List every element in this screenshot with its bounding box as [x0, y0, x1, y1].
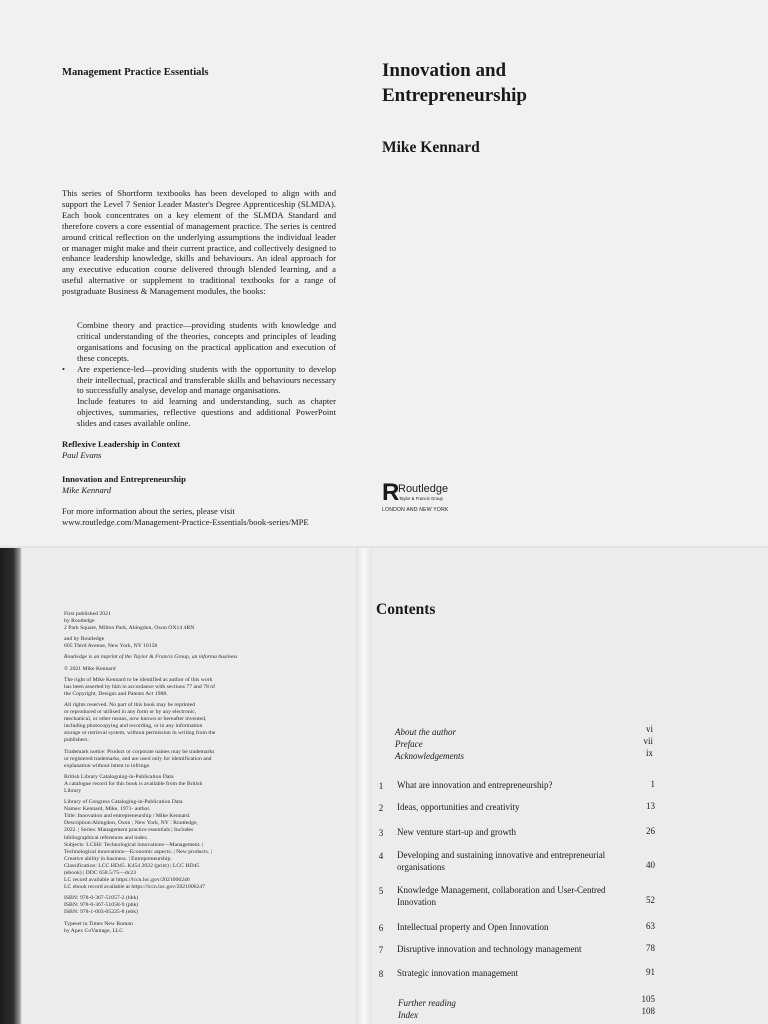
imprint-line: Description:Abingdon, Oxon ; New York, NY : Routledge, — [64, 820, 198, 827]
imprint-line: The right of Mike Kennard to be identified as author of this work — [64, 676, 213, 683]
imprint-line: All rights reserved. No part of this book may be reprinted — [64, 701, 195, 708]
imprint-line: First published 2021 — [64, 611, 111, 617]
contents-page-number: 63 — [646, 921, 655, 931]
contents-chapter-title[interactable]: Knowledge Management, collaboration and User-Centred Innovation — [397, 885, 606, 907]
imprint-paragraph — [64, 774, 286, 795]
imprint-line: British Library Cataloguing-in-Publication Data — [64, 773, 174, 780]
imprint-line: or reproduced or utilised in any form or by any electronic, — [64, 709, 197, 716]
imprint-line: Subjects: LCSH: Technological innovations—Management. | — [64, 841, 204, 848]
imprint-line: 2022. | Series: Management practice essentials | Includes — [64, 827, 194, 834]
imprint-paragraph — [64, 895, 286, 916]
book-title — [382, 58, 702, 108]
more-info: For more information about the series, please visit www.routledge.com/Management-Practice-Essentials/book-series/MPE — [62, 506, 309, 527]
imprint-line: by Routledge — [64, 618, 95, 625]
contents-page-number: 52 — [646, 895, 655, 905]
series-intro: This series of Shortform textbooks has been developed to align with and support the Level 7 Senior Leader Master's Degree Apprenticeship (SLMDA). Each book concentrates on a key element of the SLMDA Standard and therefore covers a core essential of management practice. The series is centred around critical reflection on the underlying assumptions the individual leader or manager might make and their current practice, and collectively designed to enhance leadership knowledge, skills and behaviours. An ideal approach for any executive education course delivered through blended learning, and a useful alternative or supplement to traditional textbooks for a range of postgraduate Business & Management modules, the books: — [62, 188, 336, 297]
contents-page-number: 40 — [646, 860, 655, 870]
imprint-line: Library — [64, 787, 82, 794]
contents-chapter-number: 1 — [378, 781, 384, 791]
imprint-line: LC ebook record available at https://lccn.loc.gov/2021006247 — [64, 884, 206, 891]
contents-front-title[interactable]: Acknowledgements — [395, 751, 464, 761]
imprint-paragraph — [64, 636, 286, 650]
contents-chapter-title[interactable]: Ideas, opportunities and creativity — [397, 802, 520, 812]
publisher-name: Routledge — [398, 483, 449, 495]
bullet-item — [62, 320, 336, 364]
contents-chapter-title[interactable]: Disruptive innovation and technology management — [397, 944, 582, 954]
book-gutter — [356, 548, 372, 1024]
contents-front-title[interactable]: Preface — [395, 739, 423, 749]
bullet-text: Are experience-led—providing students with the opportunity to develop their intellectual, practical and transferable skills and behaviours necessary to successfully analyse, develop and manage organisations. — [77, 363, 336, 396]
book-author: Mike Kennard — [382, 139, 480, 156]
contents-end-title[interactable]: Index — [398, 1010, 418, 1020]
imprint-line: 2 Park Square, Milton Park, Abingdon, Oxon OX14 4RN — [64, 625, 195, 632]
imprint-line: storage or retrieval system, without permission in writing from the — [64, 730, 216, 737]
imprint-paragraph — [64, 654, 286, 661]
imprint-line: bibliographical references and index. — [64, 834, 149, 841]
imprint-paragraph — [64, 749, 286, 770]
imprint-paragraph — [64, 702, 286, 745]
publisher-sub: Taylor & Francis Group — [399, 496, 443, 501]
contents-page-number: ix — [645, 748, 653, 758]
series-book-author: Mike Kennard — [62, 484, 112, 495]
contents-page-number: 26 — [646, 826, 655, 836]
imprint-paragraph — [64, 611, 286, 632]
contents-chapter-title[interactable]: Developing and sustaining innovative and entrepreneurial organisations — [397, 850, 606, 872]
bullet-item — [62, 396, 336, 429]
bullet-mark: • — [62, 363, 66, 374]
imprint-line: including photocopying and recording, or in any information — [64, 723, 203, 730]
imprint-line: Classification: LCC HD45 .K454 2022 (print) | LCC HD45 — [64, 862, 200, 869]
contents-chapter-title[interactable]: Strategic innovation management — [397, 968, 518, 978]
contents-chapter-title[interactable]: New venture start-up and growth — [397, 827, 516, 837]
series-name: Management Practice Essentials — [62, 67, 209, 78]
contents-page-number: 78 — [646, 943, 655, 953]
contents-chapter-number: 8 — [378, 969, 384, 979]
imprint-page — [64, 611, 286, 939]
contents-end-title[interactable]: Further reading — [398, 998, 456, 1008]
imprint-paragraph — [64, 666, 286, 673]
imprint-line: Typeset in Times New Roman — [64, 920, 133, 927]
publisher-place: LONDON AND NEW YORK — [382, 507, 449, 513]
imprint-line: © 2021 Mike Kennard — [64, 665, 116, 672]
series-bullets — [62, 320, 336, 429]
bullet-item — [62, 364, 336, 397]
book-title-line-1: Innovation and — [382, 60, 507, 81]
series-book-entry — [62, 439, 180, 460]
imprint-line: ISBN: 978-0-367-51057-2 (hbk) — [64, 895, 139, 902]
imprint-line: Technological innovations—Economic aspects. | New products. | — [64, 848, 212, 855]
imprint-line: Library of Congress Cataloging-in-Publication Data — [64, 799, 183, 806]
contents-page-number: 105 — [641, 994, 655, 1004]
bullet-text: Include features to aid learning and understanding, such as chapter objectives, summaries, reflective questions and additional PowerPoint slides and cases available online. — [77, 396, 336, 429]
imprint-paragraph — [64, 677, 286, 698]
bullet-text: Combine theory and practice—providing students with knowledge and critical understanding of the theories, concepts and principles of leading organisations and focusing on the practical application and execution of these concepts. — [77, 320, 336, 363]
contents-chapter-number: 7 — [378, 945, 384, 955]
series-book-author: Paul Evans — [62, 449, 102, 460]
imprint-line: Title: Innovation and entrepreneurship / Mike Kennard. — [64, 813, 191, 820]
contents-front-title[interactable]: About the author — [395, 727, 456, 737]
series-book-title: Innovation and Entrepreneurship — [62, 474, 186, 484]
imprint-line: (ebook) | DDC 658.5/75—dc23 — [64, 870, 136, 876]
contents-chapter-number: 4 — [378, 851, 384, 861]
series-book-entry — [62, 474, 186, 495]
contents-chapter-number: 2 — [378, 803, 384, 813]
book-spine-shadow — [0, 548, 22, 1024]
imprint-line: Creative ability in business. | Entrepreneurship. — [64, 855, 172, 862]
imprint-line: and by Routledge — [64, 636, 105, 643]
imprint-line: publishers. — [64, 737, 89, 744]
imprint-line: Routledge is an imprint of the Taylor & Francis Group, an informa business — [64, 654, 238, 661]
imprint-line: by Apex CoVantage, LLC — [64, 927, 124, 934]
contents-chapter-number: 6 — [378, 923, 384, 933]
imprint-line: has been asserted by him in accordance with sections 77 and 78 of — [64, 683, 215, 690]
imprint-line: or registered trademarks, and are used only for identification and — [64, 755, 212, 762]
imprint-line: LC record available at https://lccn.loc.gov/2021006246 — [64, 877, 190, 884]
imprint-paragraph — [64, 921, 286, 935]
contents-page-number: 1 — [650, 779, 655, 789]
contents-page-number: 13 — [646, 801, 655, 811]
contents-chapter-number: 3 — [378, 828, 384, 838]
imprint-line: Names: Kennard, Mike, 1971- author. — [64, 806, 151, 813]
imprint-line: ISBN: 978-1-003-05225-8 (ebk) — [64, 909, 138, 916]
contents-page-number: vii — [643, 736, 653, 746]
imprint-line: ISBN: 978-0-367-51058-9 (pbk) — [64, 902, 139, 909]
imprint-line: A catalogue record for this book is available from the British — [64, 780, 203, 787]
imprint-line: mechanical, or other means, now known or hereafter invented, — [64, 716, 207, 723]
contents-chapter-title[interactable]: Intellectual property and Open Innovation — [397, 922, 549, 932]
contents-chapter-title[interactable]: What are innovation and entrepreneurship? — [397, 780, 553, 790]
series-book-title: Reflexive Leadership in Context — [62, 439, 181, 449]
imprint-line: Trademark notice: Product or corporate names may be trademarks — [64, 748, 215, 755]
imprint-line: the Copyright, Designs and Patents Act 1988. — [64, 690, 168, 697]
imprint-line: explanation without intent to infringe. — [64, 762, 151, 769]
imprint-paragraph — [64, 799, 286, 891]
contents-chapter-number: 5 — [378, 886, 384, 896]
routledge-r-icon: R — [382, 479, 400, 506]
contents-heading: Contents — [376, 601, 436, 618]
contents-page-number: 108 — [641, 1006, 655, 1016]
book-title-line-2: Entrepreneurship — [382, 85, 527, 106]
contents-page-number: 91 — [646, 967, 655, 977]
imprint-line: 605 Third Avenue, New York, NY 10158 — [64, 643, 158, 650]
publisher-logo — [382, 480, 502, 520]
contents-page-number: vi — [645, 724, 653, 734]
